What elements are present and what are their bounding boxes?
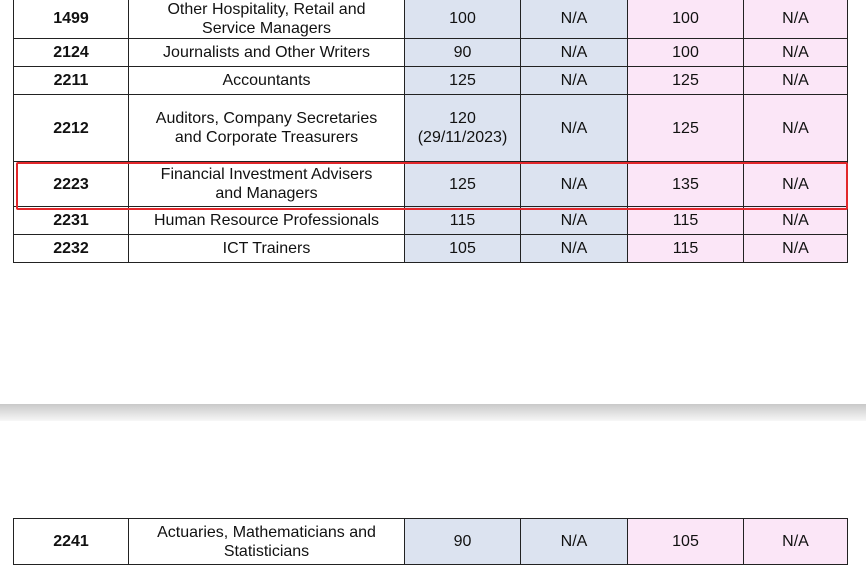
score-cell: 125 [628, 95, 744, 162]
score-cell: 90 [405, 519, 521, 565]
score-cell: N/A [521, 207, 628, 235]
score-cell: 115 [628, 207, 744, 235]
occupation-title: Financial Investment Advisers and Managers [129, 162, 405, 207]
occupation-score-table-continued [13, 518, 848, 565]
occupation-title: Other Hospitality, Retail and Service Managers [129, 0, 405, 39]
score-cell: 100 [628, 0, 744, 39]
table-row [14, 67, 848, 95]
table-row [14, 207, 848, 235]
occupation-title: Human Resource Professionals [129, 207, 405, 235]
score-cell: 120 (29/11/2023) [405, 95, 521, 162]
score-cell: 105 [405, 235, 521, 263]
score-cell: N/A [521, 519, 628, 565]
occupation-code: 2232 [14, 235, 129, 263]
score-cell: 115 [405, 207, 521, 235]
score-cell: 125 [628, 67, 744, 95]
occupation-title: Actuaries, Mathematicians and Statisticians [129, 519, 405, 565]
occupation-code: 1499 [14, 0, 129, 39]
occupation-score-table [13, 0, 848, 263]
score-cell: 100 [405, 0, 521, 39]
score-cell: N/A [521, 95, 628, 162]
occupation-title: ICT Trainers [129, 235, 405, 263]
score-cell: N/A [521, 0, 628, 39]
score-cell: 90 [405, 39, 521, 67]
table-row [14, 235, 848, 263]
score-cell: N/A [744, 162, 848, 207]
score-cell: N/A [744, 95, 848, 162]
score-cell: 105 [628, 519, 744, 565]
score-cell: 100 [628, 39, 744, 67]
occupation-title: Auditors, Company Secretaries and Corporate Treasurers [129, 95, 405, 162]
table-row [14, 95, 848, 162]
score-cell: N/A [521, 67, 628, 95]
score-cell: N/A [744, 0, 848, 39]
occupation-code: 2231 [14, 207, 129, 235]
score-cell: N/A [521, 162, 628, 207]
score-cell: 125 [405, 67, 521, 95]
occupation-code: 2124 [14, 39, 129, 67]
document-page-bottom [0, 421, 866, 568]
table-row [14, 519, 848, 565]
score-cell: N/A [744, 39, 848, 67]
table-row-highlighted [14, 162, 848, 207]
score-cell: N/A [744, 519, 848, 565]
occupation-title: Accountants [129, 67, 405, 95]
score-cell: N/A [744, 67, 848, 95]
score-cell: N/A [744, 207, 848, 235]
score-cell: N/A [744, 235, 848, 263]
score-cell: N/A [521, 39, 628, 67]
table-row [14, 0, 848, 39]
occupation-code: 2211 [14, 67, 129, 95]
page-divider [0, 404, 866, 421]
score-cell: 125 [405, 162, 521, 207]
occupation-title: Journalists and Other Writers [129, 39, 405, 67]
table-row [14, 39, 848, 67]
score-cell: 135 [628, 162, 744, 207]
score-cell: 115 [628, 235, 744, 263]
occupation-code: 2241 [14, 519, 129, 565]
occupation-code: 2223 [14, 162, 129, 207]
score-cell: N/A [521, 235, 628, 263]
occupation-code: 2212 [14, 95, 129, 162]
